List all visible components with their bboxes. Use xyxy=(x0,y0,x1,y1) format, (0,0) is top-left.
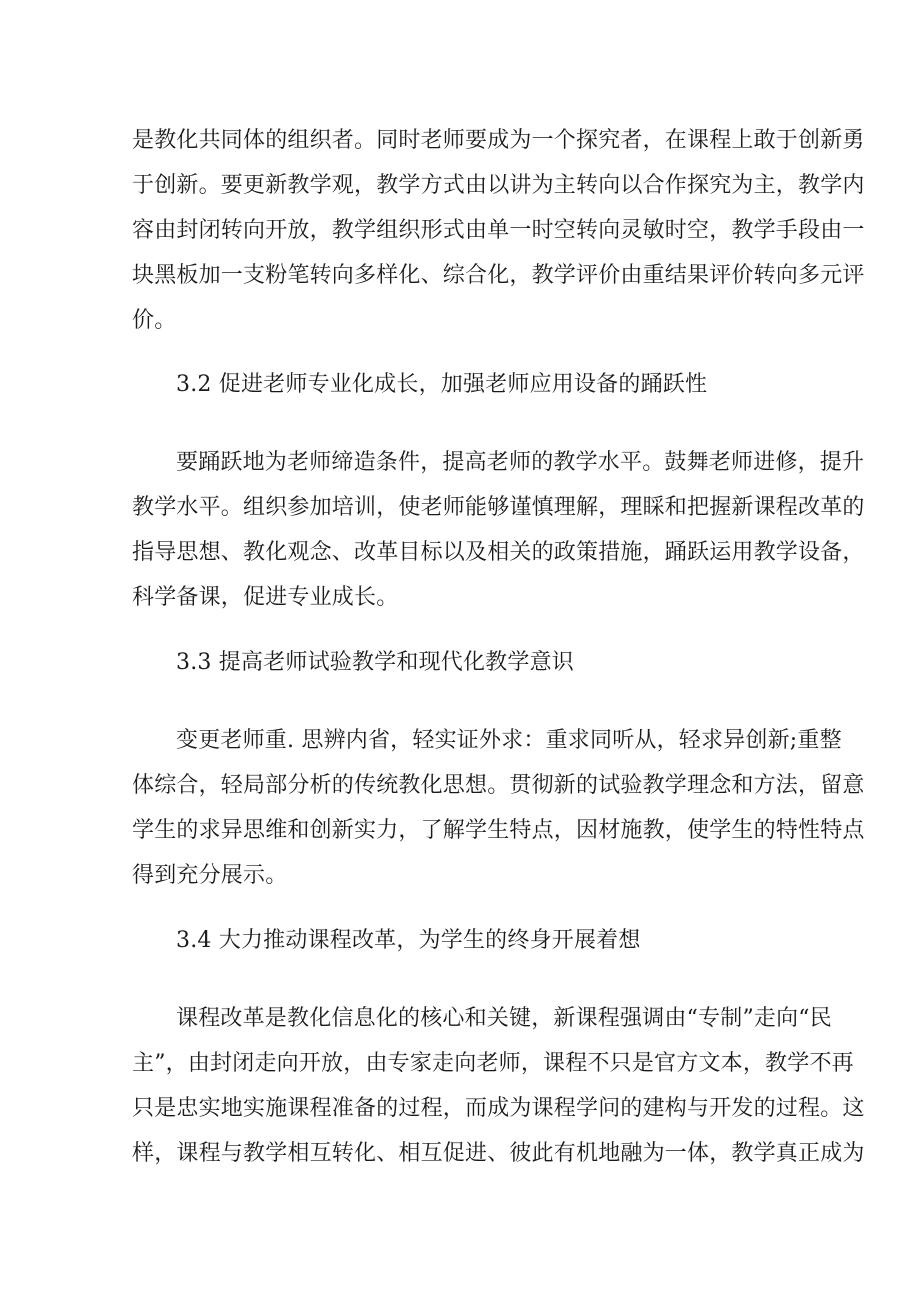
section-heading-3-4: 3.4 大力推动课程改革，为学生的终身开展着想 xyxy=(176,928,641,953)
text-line: 变更老师重. 思辨内省，轻实证外求：重求同听从，轻求异创新;重整 xyxy=(176,728,842,753)
text-line: 体综合，轻局部分析的传统教化思想。贯彻新的试验教学理念和方法，留意 xyxy=(132,773,865,798)
text-line: 主”，由封闭走向开放，由专家走向老师，课程不只是官方文本，教学不再 xyxy=(132,1051,854,1076)
text-line: 样，课程与教学相互转化、相互促进、彼此有机地融为一体，教学真正成为 xyxy=(132,1141,865,1166)
text-line: 块黑板加一支粉笔转向多样化、综合化，教学评价由重结果评价转向多元评 xyxy=(132,263,865,288)
text-line: 是教化共同体的组织者。同时老师要成为一个探究者，在课程上敢于创新勇 xyxy=(132,128,865,153)
section-heading-3-3: 3.3 提高老师试验教学和现代化教学意识 xyxy=(176,650,574,675)
text-line: 教学水平。组织参加培训，使老师能够谨慎理解，理睬和把握新课程改革的 xyxy=(132,495,865,520)
text-line: 得到充分展示。 xyxy=(132,863,288,888)
text-line: 容由封闭转向开放，教学组织形式由单一时空转向灵敏时空，教学手段由一 xyxy=(132,218,865,243)
text-line: 只是忠实地实施课程准备的过程，而成为课程学问的建构与开发的过程。这 xyxy=(132,1096,865,1121)
text-line: 科学备课，促进专业成长。 xyxy=(132,585,399,610)
text-line: 指导思想、教化观念、改革目标以及相关的政策措施，踊跃运用教学设备， xyxy=(132,540,865,565)
section-heading-3-2: 3.2 促进老师专业化成长，加强老师应用设备的踊跃性 xyxy=(176,372,708,397)
text-line: 于创新。要更新教学观，教学方式由以讲为主转向以合作探究为主，教学内 xyxy=(132,173,865,198)
text-line: 价。 xyxy=(132,308,177,333)
text-line: 课程改革是教化信息化的核心和关键，新课程强调由“专制”走向“民 xyxy=(176,1006,832,1031)
text-line: 要踊跃地为老师缔造条件，提高老师的教学水平。鼓舞老师进修，提升 xyxy=(176,450,865,475)
text-line: 学生的求异思维和创新实力，了解学生特点，因材施教，使学生的特性特点 xyxy=(132,818,865,843)
